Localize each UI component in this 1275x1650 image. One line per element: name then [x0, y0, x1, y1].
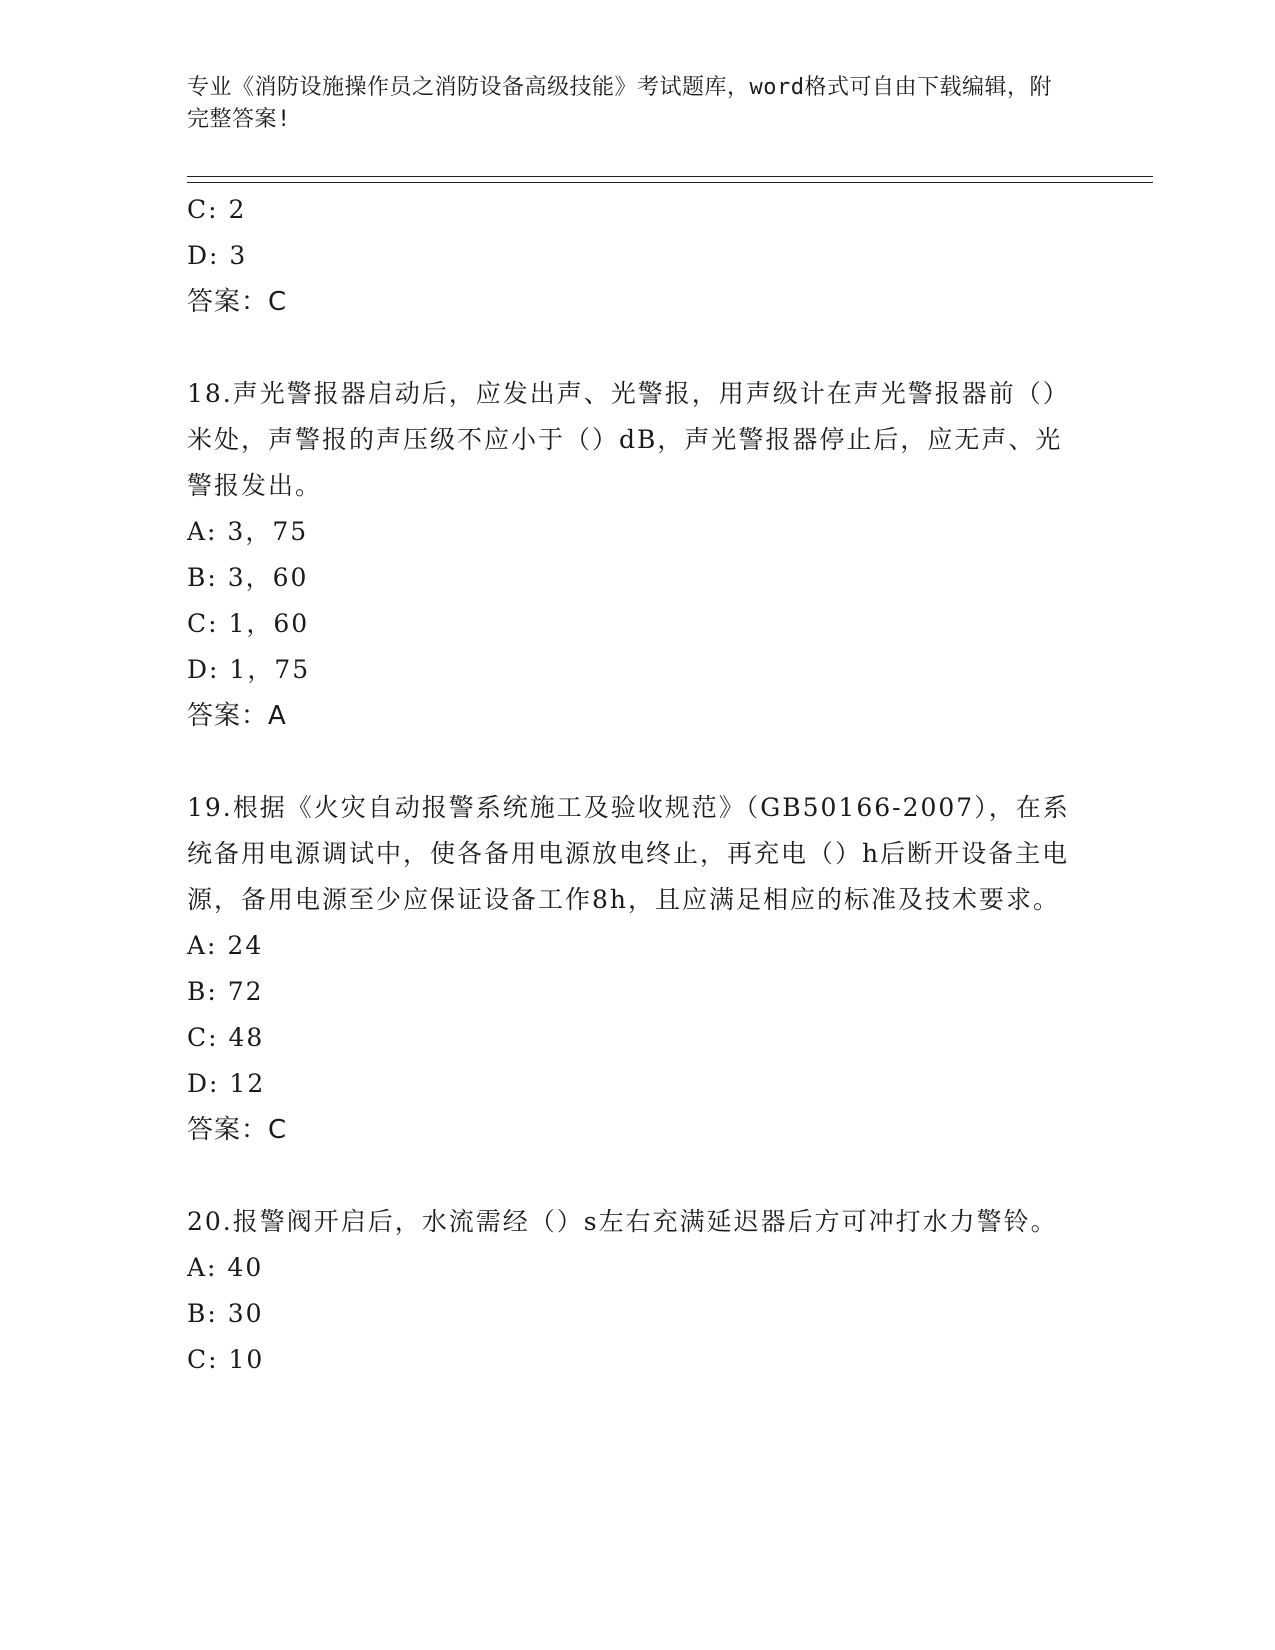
option-c: C: 10 — [187, 1345, 265, 1374]
answer-label: 答案：A — [187, 701, 287, 731]
question-stem: 18.声光警报器启动后，应发出声、光警报，用声级计在声光警报器前（）米处，声警报的声压级不应小于（）dB，声光警报器停止后，应无声、光警报发出。 — [187, 379, 1070, 500]
question-stem: 20.报警阀开启后，水流需经（）s左右充满延迟器后方可冲打水力警铃。 — [187, 1207, 1058, 1236]
option-a: A: 40 — [187, 1253, 264, 1282]
document-header: 专业《消防设施操作员之消防设备高级技能》考试题库，word格式可自由下载编辑，附完整答案! — [187, 75, 1052, 132]
option-a: A: 24 — [187, 931, 264, 960]
option-b: B: 72 — [187, 977, 264, 1006]
question-18 — [187, 371, 1087, 739]
option-b: B: 30 — [187, 1299, 264, 1328]
answer-label: 答案：C — [187, 1115, 288, 1145]
option-d: D: 3 — [187, 241, 248, 270]
option-c: C: 48 — [187, 1023, 265, 1052]
question-20 — [187, 1199, 1087, 1383]
document-body — [187, 187, 1087, 1383]
document-page — [187, 72, 1087, 136]
option-c: C: 1，60 — [187, 609, 310, 638]
question-17-tail — [187, 187, 1087, 325]
option-a: A: 3，75 — [187, 517, 309, 546]
option-d: D: 1，75 — [187, 655, 311, 684]
option-b: B: 3，60 — [187, 563, 309, 592]
header-divider — [187, 176, 1153, 183]
answer-label: 答案：C — [187, 287, 288, 317]
question-stem: 19.根据《火灾自动报警系统施工及验收规范》（GB50166-2007），在系统备用电源调试中，使各备用电源放电终止，再充电（）h后断开设备主电源，备用电源至少应保证设备工作8h，且应满足相应的标准及技术要求。 — [187, 793, 1070, 914]
option-d: D: 12 — [187, 1069, 266, 1098]
question-19 — [187, 785, 1087, 1153]
option-c: C: 2 — [187, 195, 247, 224]
